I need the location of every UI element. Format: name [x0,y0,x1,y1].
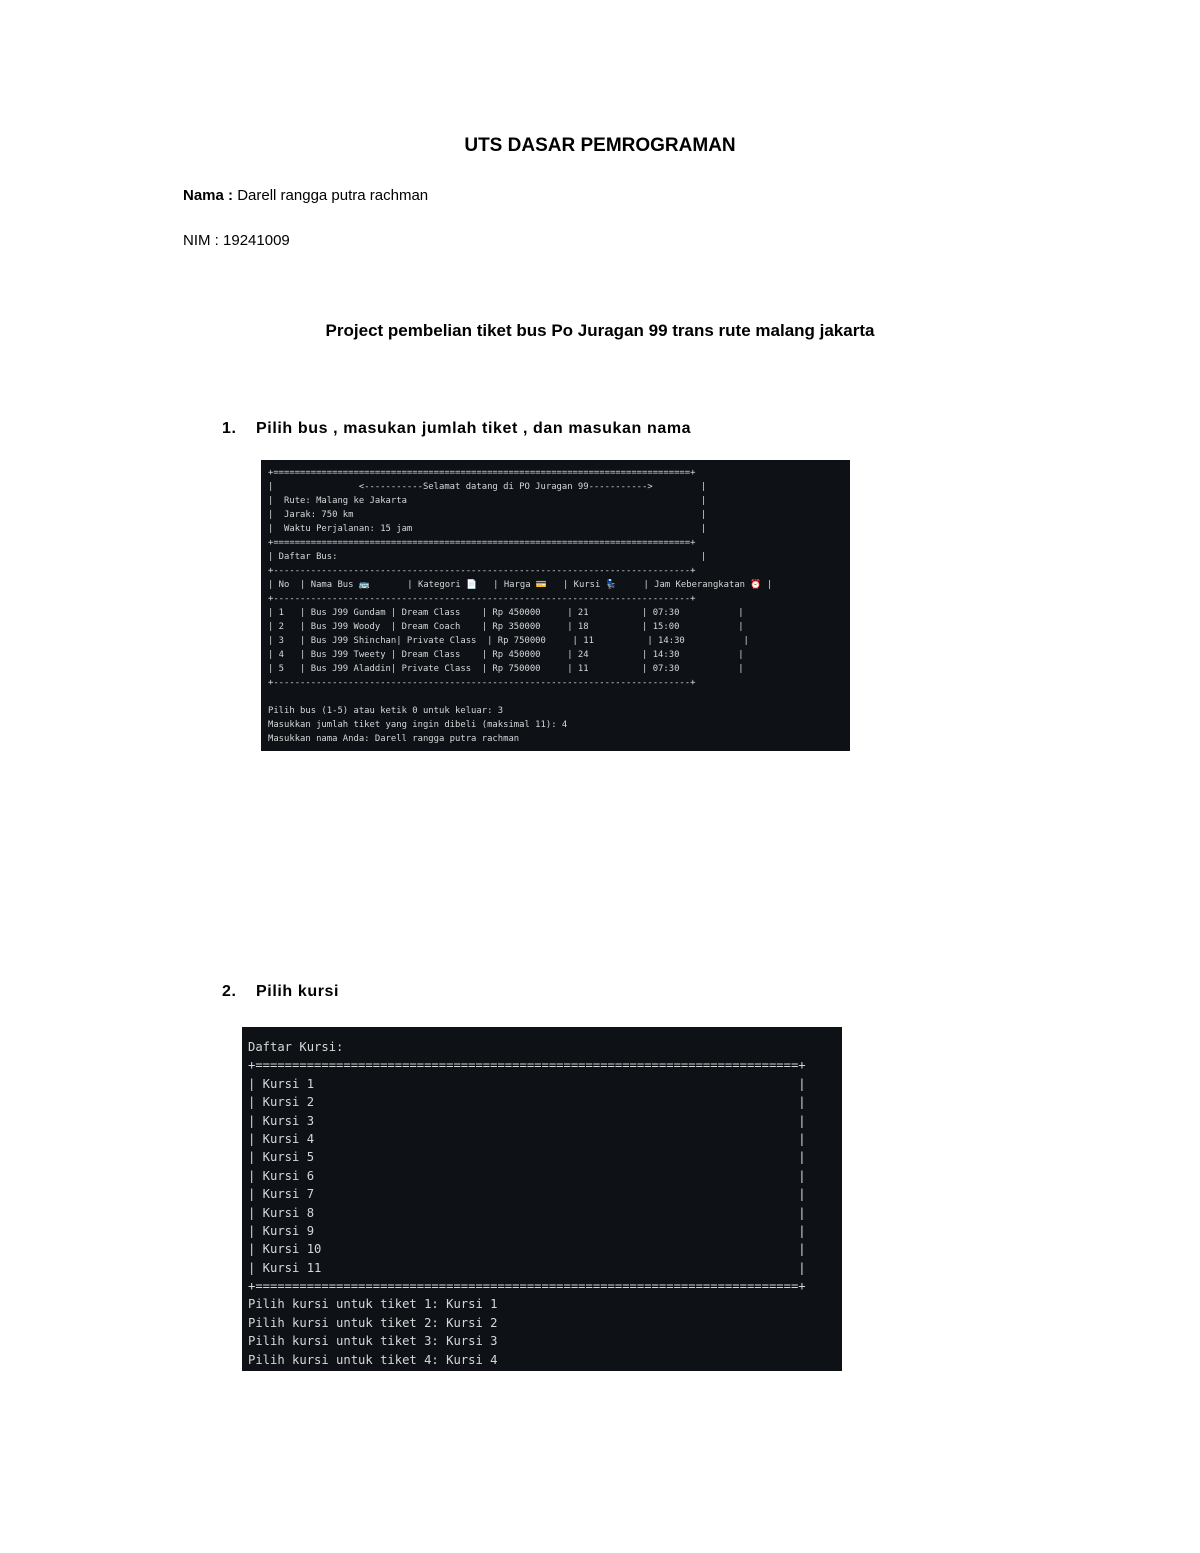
step-2-text: Pilih kursi [256,983,340,1000]
nim-value: 19241009 [223,232,290,249]
nama-label: Nama : [183,187,234,204]
terminal-output [261,460,850,746]
step-2-number: 2. [222,983,237,1000]
terminal-line: | Kursi 7 | [248,1187,806,1202]
terminal-line: | Kursi 3 | [248,1113,806,1128]
step-2 [222,983,339,1001]
terminal-line: | 4 | Bus J99 Tweety | Dream Class | Rp 450000 | 24 | 14:30 | [268,650,744,660]
terminal-line: | Waktu Perjalanan: 15 jam | [268,524,707,534]
terminal-line: +------------------------------------------------------------------------------+ [268,594,696,604]
terminal-line: Pilih kursi untuk tiket 3: Kursi 3 [248,1334,498,1349]
terminal-line: +==============================================================================+ [268,468,696,478]
terminal-line: | Kursi 6 | [248,1168,806,1183]
terminal-line: +------------------------------------------------------------------------------+ [268,566,696,576]
nama-value: Darell rangga putra rachman [237,187,429,204]
nim-label: NIM : [183,232,219,249]
terminal-line: Pilih kursi untuk tiket 2: Kursi 2 [248,1315,498,1330]
terminal-line: | Kursi 4 | [248,1131,806,1146]
terminal-line: | <-----------Selamat datang di PO Juragan 99-----------> | [268,482,707,492]
terminal-line: +------------------------------------------------------------------------------+ [268,678,696,688]
nim-line [183,232,290,249]
step-1-number: 1. [222,420,237,437]
nama-line [183,187,428,204]
project-subtitle: Project pembelian tiket bus Po Juragan 99 trans rute malang jakarta [325,321,875,340]
step-1-text: Pilih bus , masukan jumlah tiket , dan masukan nama [256,420,692,437]
terminal-line: | 3 | Bus J99 Shinchan| Private Class | Rp 750000 | 11 | 14:30 | [268,636,749,646]
terminal-line: Pilih bus (1-5) atau ketik 0 untuk keluar: 3 [268,706,504,716]
terminal-line: | Kursi 10 | [248,1242,806,1257]
terminal-line: | Kursi 1 | [248,1076,806,1091]
terminal-line: Masukkan jumlah tiket yang ingin dibeli (maksimal 11): 4 [268,720,568,730]
terminal-line: +==========================================================================+ [248,1058,806,1073]
terminal-line: | Kursi 9 | [248,1223,806,1238]
terminal-line: | Kursi 8 | [248,1205,806,1220]
terminal-output [242,1027,842,1369]
terminal-line: | Rute: Malang ke Jakarta | [268,496,707,506]
terminal-line: | Kursi 2 | [248,1095,806,1110]
terminal-line: | Jarak: 750 km | [268,510,707,520]
terminal-line: | Kursi 5 | [248,1150,806,1165]
terminal-line [268,690,850,704]
terminal-line: +==============================================================================+ [268,538,696,548]
terminal-line: +==========================================================================+ [248,1279,806,1294]
terminal-line: | Daftar Bus: | [268,552,707,562]
terminal-line: | No | Nama Bus 🚌 | Kategori 📄 | Harga 💳 | Kursi 💺 | Jam Keberangkatan ⏰ | [268,580,773,590]
terminal-line: | 5 | Bus J99 Aladdin| Private Class | Rp 750000 | 11 | 07:30 | [268,664,744,674]
terminal-line: | 1 | Bus J99 Gundam | Dream Class | Rp 450000 | 21 | 07:30 | [268,608,744,618]
terminal-line: Masukkan nama Anda: Darell rangga putra rachman [268,734,520,744]
terminal-line: | 2 | Bus J99 Woody | Dream Coach | Rp 350000 | 18 | 15:00 | [268,622,744,632]
terminal-line: Pilih kursi untuk tiket 4: Kursi 4 [248,1352,498,1367]
terminal-line: Pilih kursi untuk tiket 1: Kursi 1 [248,1297,498,1312]
terminal-line: | Kursi 11 | [248,1260,806,1275]
terminal-line: Daftar Kursi: [248,1040,344,1054]
terminal-screenshot-bus-list [261,460,850,751]
document-title: UTS DASAR PEMROGRAMAN [464,135,736,156]
terminal-screenshot-seat-list [242,1027,842,1371]
step-1 [222,420,691,438]
